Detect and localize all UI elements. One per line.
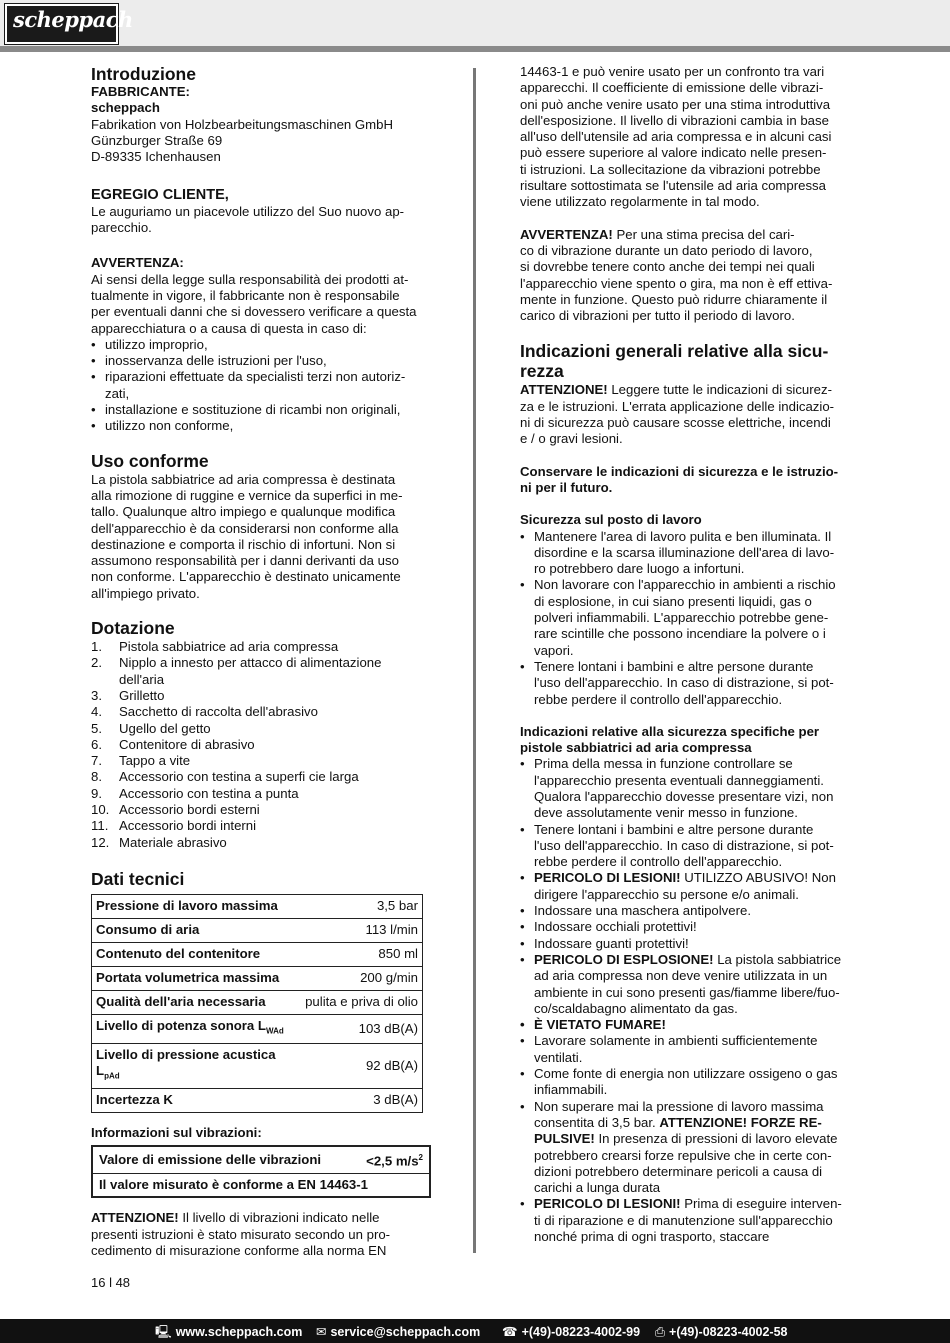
- list-item: • installazione e sostituzione di ricambi non originali,: [91, 402, 431, 418]
- list-item: • Tenere lontani i bambini e altre persone durante l'uso dell'apparecchio. In caso di distrazione, si pot- rebbe perdere il controllo dell'apparecchio.: [520, 659, 860, 708]
- left-column: [91, 64, 431, 1259]
- list-item: • utilizzo non conforme,: [91, 418, 431, 434]
- use-text: all'impiego privato.: [91, 585, 200, 601]
- use-text: destinazione e comporta il rischio di infortuni. Non si: [91, 536, 396, 552]
- list-item: • PERICOLO DI LESIONI! UTILIZZO ABUSIVO! Non dirigere l'apparecchio su persone e/o animali.: [520, 870, 860, 903]
- list-item: 9. Accessorio con testina a punta: [91, 785, 299, 801]
- list-item: 3. Grilletto: [91, 687, 165, 703]
- table-row: Pressione di lavoro massima 3,5 bar: [92, 894, 423, 918]
- body-text: oni può anche venire usato per una stima introduttiva: [520, 96, 831, 112]
- header-bar: [0, 46, 950, 52]
- list-item: • utilizzo improprio,: [91, 337, 431, 353]
- body-text: ti istruzioni. La sollecitazione da vibrazioni potrebbe: [520, 161, 821, 177]
- table-row: Consumo di aria 113 l/min: [92, 918, 423, 942]
- body-text: 14463-1 e può venire usato per un confronto tra vari: [520, 64, 825, 79]
- avv-text: AVVERTENZA! Per una stima precisa del cari-: [520, 226, 795, 242]
- body-text: mente in funzione. Questo può ridurre chiaramente il: [520, 291, 828, 307]
- list-item: • È VIETATO FUMARE!: [520, 1017, 860, 1033]
- safety-att: ATTENZIONE! Leggere tutte le indicazioni di sicurez-: [520, 382, 832, 398]
- table-row: Il valore misurato è conforme a EN 14463-1: [92, 1174, 430, 1198]
- dear-text: Le auguriamo un piacevole utilizzo del Suo nuovo ap-: [91, 203, 405, 219]
- list-item: • PERICOLO DI LESIONI! Prima di eseguire interven- ti di riparazione e di manutenzione sull'apparecchio nonché prima di ogni trasporto, staccare: [520, 1196, 860, 1245]
- table-row: Qualità dell'aria necessaria pulita e priva di olio: [92, 990, 423, 1014]
- workplace-title: Sicurezza sul posto di lavoro: [520, 512, 702, 528]
- list-item: • inosservanza delle istruzioni per l'uso,: [91, 353, 431, 369]
- address-line: Günzburger Straße 69: [91, 132, 223, 148]
- tech-title: Dati tecnici: [91, 868, 185, 889]
- body-text: si dovrebbe tenere conto anche dei tempi nei quali: [520, 259, 815, 275]
- use-text: La pistola sabbiatrice ad aria compressa è destinata: [91, 471, 396, 487]
- use-text: alla rimozione di ruggine e vernice da superfici in me-: [91, 487, 403, 503]
- list-item: 11. Accessorio bordi interni: [91, 818, 257, 834]
- list-item: • Lavorare solamente in ambienti sufficientemente ventilati.: [520, 1033, 860, 1066]
- monitor-icon: 🖳: [155, 1325, 172, 1339]
- footer-mail[interactable]: ✉ service@scheppach.com: [316, 1325, 481, 1339]
- list-item: 4. Sacchetto di raccolta dell'abrasivo: [91, 704, 318, 720]
- list-item: dell'aria: [119, 671, 165, 687]
- list-item: 12. Materiale abrasivo: [91, 834, 227, 850]
- table-row: Livello di potenza sonora $L_{WAd}$ 103 dB(A): [92, 1014, 423, 1043]
- body-text: e / o gravi lesioni.: [520, 431, 623, 447]
- list-item: • Tenere lontani i bambini e altre persone durante l'uso dell'apparecchio. In caso di distrazione, si pot- rebbe perdere il controllo dell'apparecchio.: [520, 822, 860, 871]
- specific-title: pistole sabbiatrici ad aria compressa: [520, 740, 752, 756]
- use-text: dell'apparecchio è da considerarsi non conforme alla: [91, 520, 399, 536]
- equip-title: Dotazione: [91, 618, 175, 639]
- warning-title: AVVERTENZA:: [91, 255, 184, 271]
- list-item: • Indossare guanti protettivi!: [520, 936, 860, 952]
- body-text: può essere superiore al valore indicato nelle presen-: [520, 145, 827, 161]
- body-text: ni di sicurezza può causare scosse elettriche, incendi: [520, 415, 831, 431]
- use-title: Uso conforme: [91, 450, 209, 471]
- body-text: all'uso dell'utensile ad aria compressa e in alcuni casi: [520, 129, 832, 145]
- list-item: 10. Accessorio bordi esterni: [91, 801, 260, 817]
- vib-table: [91, 1145, 431, 1198]
- list-item: • Non superare mai la pressione di lavoro massima consentita di 3,5 bar. ATTENZIONE! FORZE RE- PULSIVE! In presenza di pressioni di lavoro elevate potrebbero crearsi forze repulsive che in certe con- dizioni potrebbero determinare pericoli a causa di carichi a lunga durata: [520, 1099, 860, 1197]
- att-text: cedimento di misurazione conforme alla norma EN: [91, 1242, 387, 1258]
- footer-phone[interactable]: ☎ +(49)-08223-4002-99: [502, 1325, 641, 1339]
- equip-list: [91, 639, 431, 851]
- address-line: D-89335 Ichenhausen: [91, 149, 221, 165]
- phone-icon: ☎: [502, 1325, 518, 1339]
- workplace-list: [520, 529, 860, 708]
- body-text: carico di vibrazioni per tutto il periodo di lavoro.: [520, 308, 795, 324]
- warning-text: Ai sensi della legge sulla responsabilità dei prodotti at-: [91, 271, 409, 287]
- manufacturer-name: scheppach: [91, 100, 160, 116]
- page-footer: [0, 1319, 950, 1343]
- list-item: • Come fonte di energia non utilizzare ossigeno o gas infiammabili.: [520, 1066, 860, 1099]
- tech-table: [91, 894, 423, 1113]
- footer-web[interactable]: 🖳 www.scheppach.com: [155, 1325, 303, 1339]
- vib-title: Informazioni sul vibrazioni:: [91, 1125, 262, 1141]
- scheppach-logo: scheppach: [5, 4, 118, 44]
- warning-text: per eventuali danni che si dovessero verificare a questa: [91, 304, 417, 320]
- use-text: assumono responsabilità per i danni derivanti da uso: [91, 553, 399, 569]
- body-text: dell'esposizione. Il livello di vibrazioni cambia in base: [520, 112, 829, 128]
- dear-title: EGREGIO CLIENTE,: [91, 187, 229, 204]
- list-item: 5. Ugello del getto: [91, 720, 211, 736]
- manufacturer-label: FABBRICANTE:: [91, 84, 190, 99]
- keep-text: ni per il futuro.: [520, 479, 613, 495]
- list-item: • Non lavorare con l'apparecchio in ambienti a rischio di esplosione, in cui siano presenti liquidi, gas o polveri infiammabili. L'apparecchio potrebbe gene- rare scintille che possono incendiare la polvere o i vapori.: [520, 577, 860, 658]
- body-text: apparecchi. Il coefficiente di emissione delle vibrazi-: [520, 80, 824, 96]
- list-item: • Indossare una maschera antipolvere.: [520, 903, 860, 919]
- list-item: 2. Nipplo a innesto per attacco di alimentazione: [91, 655, 382, 671]
- table-row: Contenuto del contenitore 850 ml: [92, 942, 423, 966]
- list-item: 6. Contenitore di abrasivo: [91, 736, 255, 752]
- list-item: 7. Tappo a vite: [91, 753, 191, 769]
- use-text: tallo. Qualunque altro impiego e qualunque modifica: [91, 504, 396, 520]
- body-text: risultare sottostimata se l'utensile ad aria compressa: [520, 178, 826, 194]
- body-text: co di vibrazione durante un dato periodo di lavoro,: [520, 242, 813, 258]
- list-item: • Indossare occhiali protettivi!: [520, 919, 860, 935]
- fax-icon: ⎙: [655, 1325, 666, 1339]
- intro-title: Introduzione: [91, 64, 196, 84]
- body-text: viene utilizzato regolarmente in tal modo.: [520, 194, 760, 210]
- address-line: Fabrikation von Holzbearbeitungsmaschinen GmbH: [91, 116, 393, 132]
- table-row: Portata volumetrica massima 200 g/min: [92, 966, 423, 990]
- footer-fax: ⎙ +(49)-08223-4002-58: [655, 1325, 788, 1339]
- page-header: [0, 0, 950, 50]
- list-item: • riparazioni effettuate da specialisti terzi non autoriz- zati,: [91, 369, 431, 402]
- table-row: Incertezza K 3 dB(A): [92, 1089, 423, 1113]
- warning-text: tualmente in vigore, il fabbricante non è responsabile: [91, 287, 400, 303]
- dear-text: parecchio.: [91, 220, 152, 236]
- table-row: Valore di emissione delle vibrazioni <2,5 $m/s^2$: [92, 1146, 430, 1173]
- list-item: 8. Accessorio con testina a superfi cie larga: [91, 769, 359, 785]
- warning-text: apparecchiatura o a causa di questa in caso di:: [91, 320, 367, 336]
- mail-icon: ✉: [316, 1325, 327, 1339]
- page-number: 16 l 48: [91, 1275, 131, 1290]
- table-row: Livello di pressione acustica $L_{pAd}$ 92 dB(A): [92, 1043, 423, 1088]
- list-item: • Prima della messa in funzione controllare se l'apparecchio presenta eventuali danneggiamenti. Qualora l'apparecchio dovesse presentare vizi, non deve assolutamente venir messo in funzione.: [520, 756, 860, 821]
- specific-title: Indicazioni relative alla sicurezza specifiche per: [520, 723, 820, 739]
- right-column: [520, 64, 860, 1245]
- safety-title: Indicazioni generali relative alla sicu- rezza: [520, 341, 829, 382]
- list-item: • Mantenere l'area di lavoro pulita e ben illuminata. Il disordine e la scarsa illuminazione dell'area di lavo- ro potrebbero dare luogo a infortuni.: [520, 529, 860, 578]
- body-text: l'apparecchio viene spento o gira, ma non è eff ettiva-: [520, 275, 833, 291]
- att-text: ATTENZIONE! Il livello di vibrazioni indicato nelle: [91, 1210, 380, 1226]
- list-item: 1. Pistola sabbiatrice ad aria compressa: [91, 639, 339, 655]
- att-text: presenti istruzioni è stato misurato secondo un pro-: [91, 1226, 391, 1242]
- warning-list: [91, 337, 431, 435]
- column-divider: [473, 68, 476, 1253]
- use-text: non conforme. L'apparecchio è destinato unicamente: [91, 569, 401, 585]
- specific-list: [520, 756, 860, 1245]
- body-text: za e le istruzioni. L'errata applicazione delle indicazio-: [520, 398, 835, 414]
- list-item: • PERICOLO DI ESPLOSIONE! La pistola sabbiatrice ad aria compressa non deve venire utilizzata in un ambiente in cui sono presenti gas/fiamme libere/fuo- co/scaldabagno alimentato da gas.: [520, 952, 860, 1017]
- keep-text: Conservare le indicazioni di sicurezza e le istruzio-: [520, 463, 839, 479]
